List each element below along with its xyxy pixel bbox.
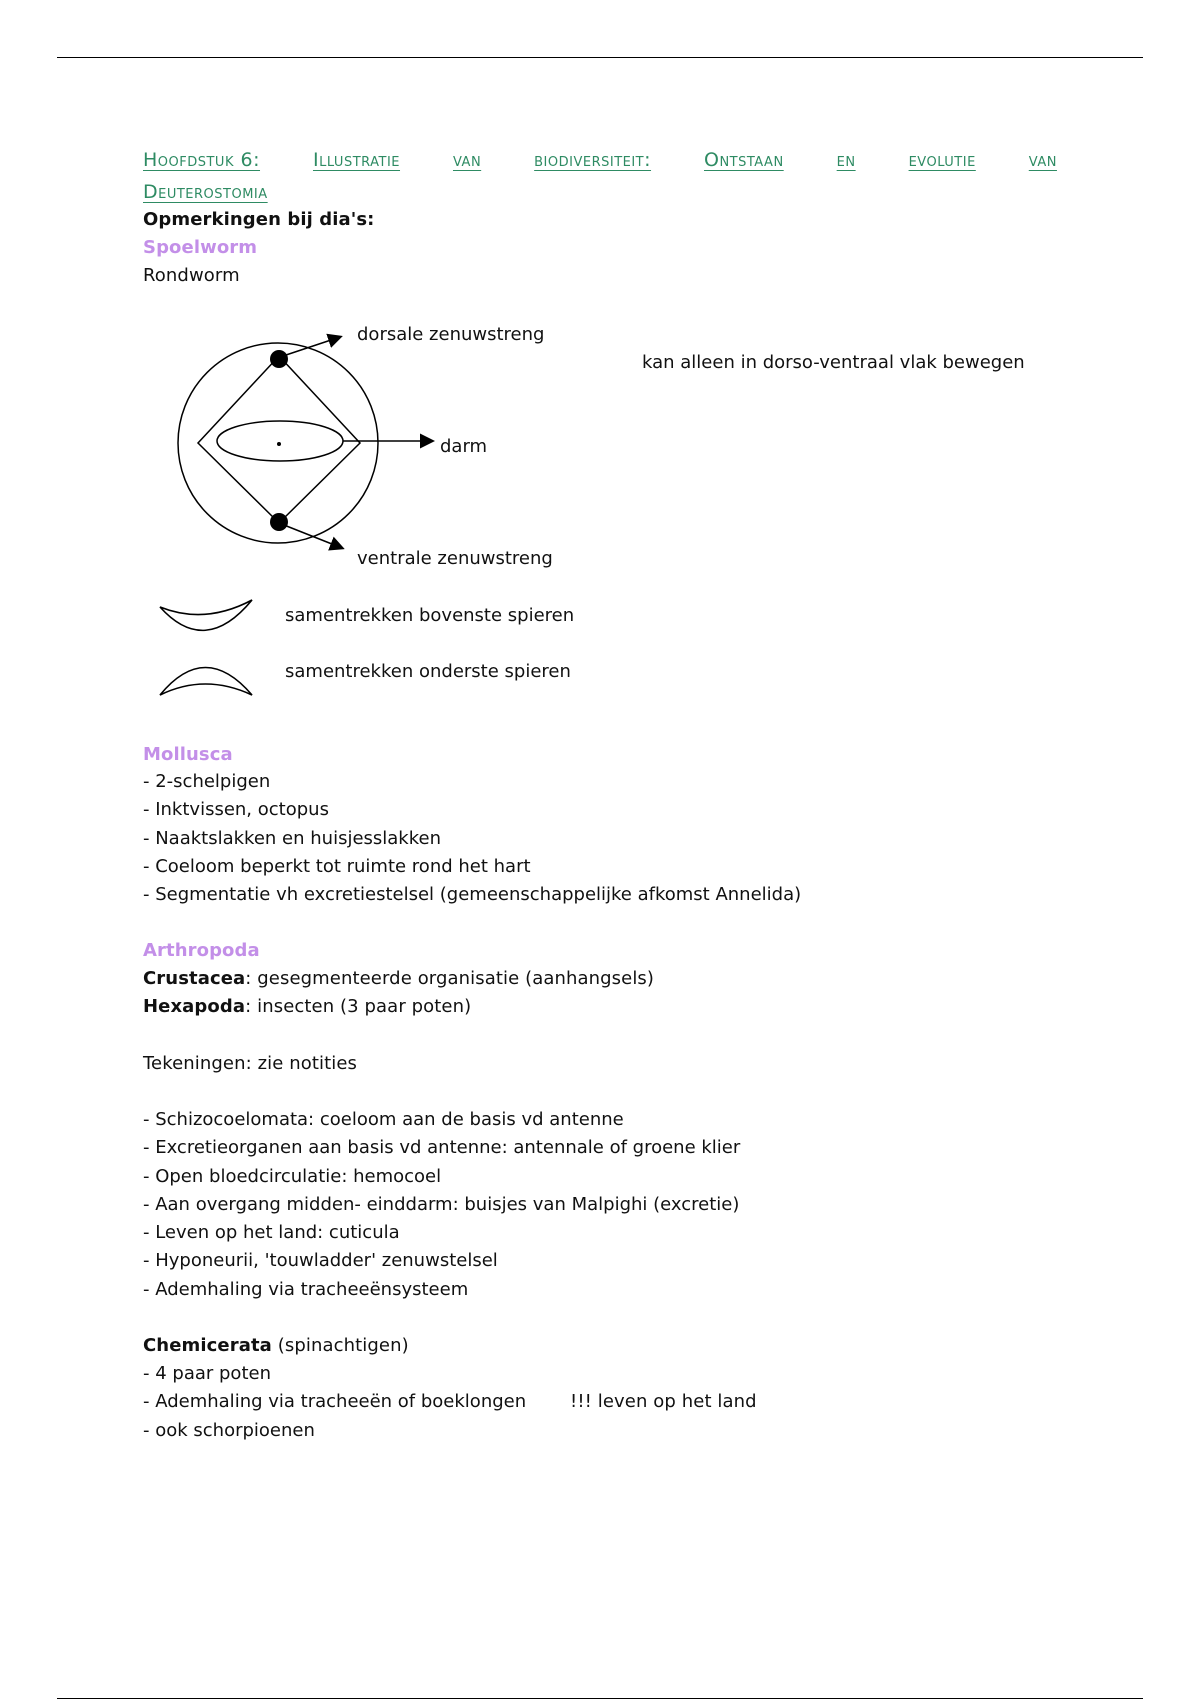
label-gut: darm [440, 436, 488, 457]
heading-word: Illustratie [312, 149, 401, 171]
land-note: !!! leven op het land [570, 1391, 757, 1412]
muscle-rhombus [198, 356, 360, 523]
section-title-mollusca: Mollusca [143, 744, 233, 765]
remarks-label: Opmerkingen bij dia's: [143, 209, 375, 230]
arrow-dorsal [283, 337, 340, 356]
hexapoda-term: Hexapoda [143, 996, 246, 1017]
hexapoda-desc: : insecten (3 paar poten) [245, 996, 472, 1017]
list-item: - 2-schelpigen [143, 771, 271, 792]
section-title-spoelworm: Spoelworm [143, 237, 258, 258]
label-dorsal-nerve-cord: dorsale zenuwstreng [357, 324, 545, 345]
arrow-ventral [284, 525, 342, 548]
list-item: - Schizocoelomata: coeloom aan de basis vd antenne [143, 1109, 624, 1130]
section-title-arthropoda: Arthropoda [143, 940, 260, 961]
list-item: - Coeloom beperkt tot ruimte rond het hart [143, 855, 531, 877]
subtitle-rondworm: Rondworm [143, 265, 240, 286]
heading-word: en [836, 149, 856, 171]
crustacea-desc: : gesegmenteerde organisatie (aanhangsels) [245, 968, 655, 989]
mollusca-list [143, 768, 801, 909]
heading-word: evolutie [908, 149, 976, 171]
heading-word: van [452, 149, 482, 171]
heading-word: Ontstaan [704, 149, 784, 171]
bottom-rule [57, 1698, 1143, 1699]
list-item: - Open bloedcirculatie: hemocoel [143, 1165, 442, 1187]
list-item: - Aan overgang midden- einddarm: buisjes van Malpighi (excretie) [143, 1193, 740, 1215]
list-item: - Hyponeurii, 'touwladder' zenuwstelsel [143, 1250, 498, 1272]
crustacea-line [143, 965, 654, 993]
gut-ellipse [217, 421, 343, 461]
list-item: - Inktvissen, octopus [143, 799, 329, 821]
list-item: - Ademhaling via tracheeënsysteem [143, 1278, 469, 1300]
crescent-upper-contraction-icon [160, 600, 252, 630]
heading-word: van [1028, 149, 1057, 171]
crustacea-term: Crustacea [143, 968, 246, 989]
label-contract-upper: samentrekken bovenste spieren [285, 605, 575, 626]
list-item: - Leven op het land: cuticula [143, 1222, 400, 1244]
list-item: - 4 paar poten [143, 1363, 271, 1384]
list-item: - ook schorpioenen [143, 1419, 315, 1441]
label-ventral-nerve-cord: ventrale zenuwstreng [357, 548, 553, 569]
chemicerata-line [143, 1332, 409, 1360]
chemicerata-desc: (spinachtigen) [271, 1335, 409, 1356]
list-item: - Ademhaling via tracheeën of boeklongen [143, 1391, 527, 1413]
movement-note: kan alleen in dorso-ventraal vlak bewegen [642, 352, 1025, 373]
arthropoda-list [143, 1106, 740, 1304]
heading-word: biodiversiteit: [534, 149, 652, 171]
list-item: - Excretieorganen aan basis vd antenne: antennale of groene klier [143, 1137, 741, 1159]
roundworm-cross-section-diagram [0, 0, 1200, 720]
hexapoda-line [143, 993, 471, 1021]
gut-center-dot [277, 442, 281, 446]
crescent-lower-contraction-icon [160, 668, 252, 696]
heading-word: Hoofdstuk 6: [143, 149, 261, 171]
ventral-nerve-cord [270, 513, 288, 531]
list-item: - Naaktslakken en huisjesslakken [143, 827, 441, 849]
label-contract-lower: samentrekken onderste spieren [285, 661, 571, 682]
chemicerata-term: Chemicerata [143, 1335, 272, 1356]
list-item: - Segmentatie vh excretiestelsel (gemeenschappelijke afkomst Annelida) [143, 884, 802, 906]
drawings-note: Tekeningen: zie notities [143, 1053, 358, 1074]
dorsal-nerve-cord [270, 350, 288, 368]
heading-line-2: Deuterostomia [143, 181, 268, 203]
chemicerata-list [143, 1360, 526, 1445]
